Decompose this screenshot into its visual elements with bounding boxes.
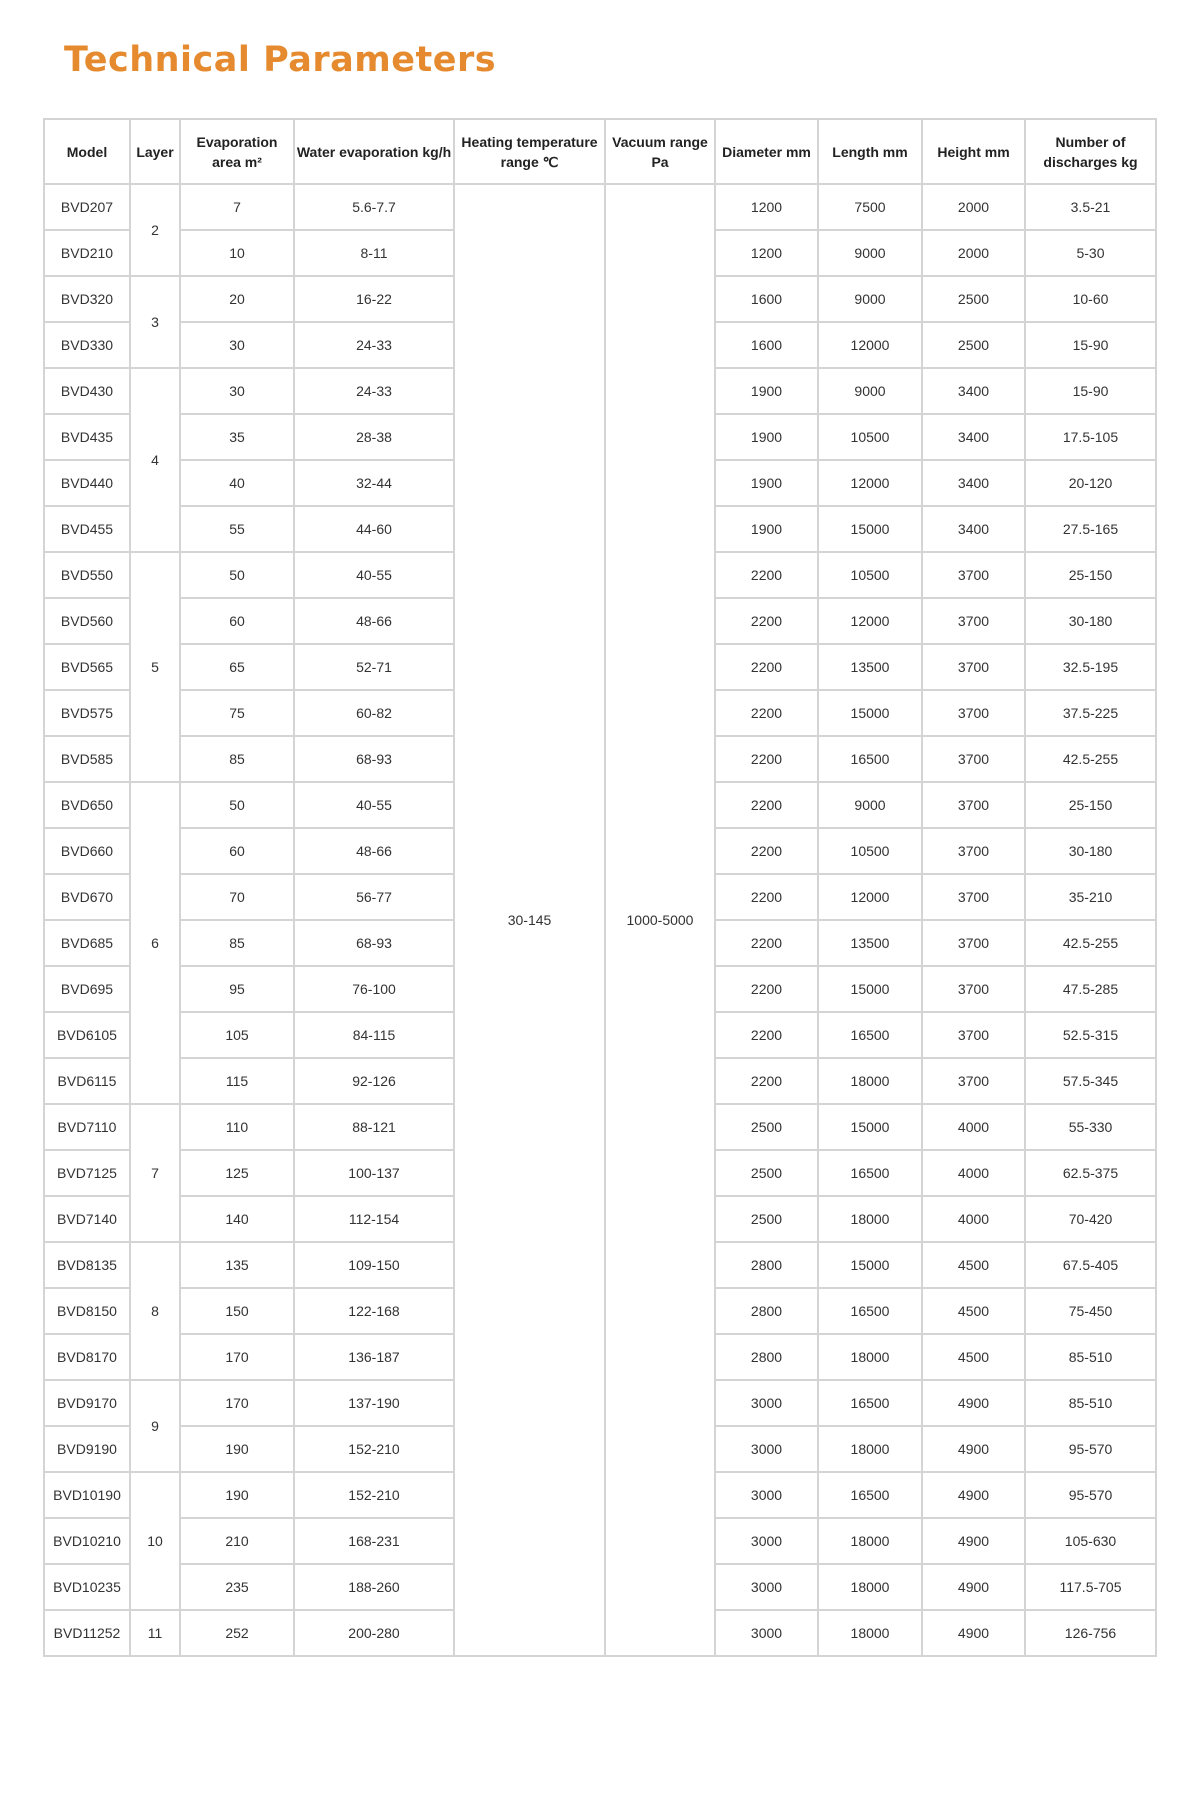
- model-cell: BVD11252: [44, 1610, 130, 1656]
- technical-parameters-table: [43, 118, 1157, 1657]
- model-cell: BVD9170: [44, 1380, 130, 1426]
- table-body: [44, 184, 1156, 1656]
- height-cell: 4900: [922, 1472, 1025, 1518]
- model-cell: BVD560: [44, 598, 130, 644]
- evaporation-area-cell: 60: [180, 828, 294, 874]
- column-header-vacuum-range: Vacuum range Pa: [605, 119, 715, 184]
- length-cell: 16500: [818, 1288, 922, 1334]
- height-cell: 3400: [922, 506, 1025, 552]
- diameter-cell: 3000: [715, 1426, 818, 1472]
- evaporation-area-cell: 50: [180, 782, 294, 828]
- length-cell: 15000: [818, 1242, 922, 1288]
- model-cell: BVD440: [44, 460, 130, 506]
- length-cell: 15000: [818, 1104, 922, 1150]
- length-cell: 10500: [818, 552, 922, 598]
- diameter-cell: 2500: [715, 1196, 818, 1242]
- evaporation-area-cell: 135: [180, 1242, 294, 1288]
- layer-cell: 6: [130, 782, 180, 1104]
- number-of-discharges-cell: 42.5-255: [1025, 920, 1156, 966]
- water-evaporation-cell: 5.6-7.7: [294, 184, 454, 230]
- page-title: Technical Parameters: [64, 40, 497, 80]
- water-evaporation-cell: 109-150: [294, 1242, 454, 1288]
- water-evaporation-cell: 48-66: [294, 598, 454, 644]
- number-of-discharges-cell: 27.5-165: [1025, 506, 1156, 552]
- length-cell: 16500: [818, 1012, 922, 1058]
- number-of-discharges-cell: 20-120: [1025, 460, 1156, 506]
- number-of-discharges-cell: 10-60: [1025, 276, 1156, 322]
- length-cell: 16500: [818, 1150, 922, 1196]
- height-cell: 3700: [922, 966, 1025, 1012]
- evaporation-area-cell: 252: [180, 1610, 294, 1656]
- evaporation-area-cell: 105: [180, 1012, 294, 1058]
- height-cell: 3700: [922, 552, 1025, 598]
- model-cell: BVD10210: [44, 1518, 130, 1564]
- evaporation-area-cell: 85: [180, 736, 294, 782]
- height-cell: 4000: [922, 1196, 1025, 1242]
- number-of-discharges-cell: 25-150: [1025, 552, 1156, 598]
- evaporation-area-cell: 150: [180, 1288, 294, 1334]
- table-row: [44, 184, 1156, 230]
- diameter-cell: 2200: [715, 966, 818, 1012]
- water-evaporation-cell: 152-210: [294, 1426, 454, 1472]
- number-of-discharges-cell: 126-756: [1025, 1610, 1156, 1656]
- number-of-discharges-cell: 85-510: [1025, 1380, 1156, 1426]
- number-of-discharges-cell: 5-30: [1025, 230, 1156, 276]
- length-cell: 16500: [818, 736, 922, 782]
- evaporation-area-cell: 170: [180, 1334, 294, 1380]
- water-evaporation-cell: 32-44: [294, 460, 454, 506]
- diameter-cell: 2200: [715, 828, 818, 874]
- water-evaporation-cell: 48-66: [294, 828, 454, 874]
- height-cell: 4500: [922, 1288, 1025, 1334]
- evaporation-area-cell: 210: [180, 1518, 294, 1564]
- height-cell: 4500: [922, 1242, 1025, 1288]
- layer-cell: 3: [130, 276, 180, 368]
- length-cell: 18000: [818, 1196, 922, 1242]
- layer-cell: 11: [130, 1610, 180, 1656]
- height-cell: 3700: [922, 920, 1025, 966]
- number-of-discharges-cell: 95-570: [1025, 1426, 1156, 1472]
- diameter-cell: 3000: [715, 1610, 818, 1656]
- model-cell: BVD330: [44, 322, 130, 368]
- length-cell: 18000: [818, 1058, 922, 1104]
- evaporation-area-cell: 190: [180, 1426, 294, 1472]
- evaporation-area-cell: 30: [180, 322, 294, 368]
- evaporation-area-cell: 65: [180, 644, 294, 690]
- layer-cell: 8: [130, 1242, 180, 1380]
- layer-cell: 4: [130, 368, 180, 552]
- number-of-discharges-cell: 25-150: [1025, 782, 1156, 828]
- water-evaporation-cell: 68-93: [294, 736, 454, 782]
- water-evaporation-cell: 40-55: [294, 782, 454, 828]
- water-evaporation-cell: 24-33: [294, 368, 454, 414]
- diameter-cell: 2200: [715, 1012, 818, 1058]
- length-cell: 10500: [818, 828, 922, 874]
- water-evaporation-cell: 68-93: [294, 920, 454, 966]
- evaporation-area-cell: 235: [180, 1564, 294, 1610]
- diameter-cell: 1600: [715, 322, 818, 368]
- number-of-discharges-cell: 57.5-345: [1025, 1058, 1156, 1104]
- evaporation-area-cell: 115: [180, 1058, 294, 1104]
- length-cell: 12000: [818, 598, 922, 644]
- vacuum-range-cell: 1000-5000: [605, 184, 715, 1656]
- number-of-discharges-cell: 105-630: [1025, 1518, 1156, 1564]
- layer-cell: 5: [130, 552, 180, 782]
- height-cell: 4900: [922, 1426, 1025, 1472]
- diameter-cell: 2800: [715, 1288, 818, 1334]
- diameter-cell: 2200: [715, 736, 818, 782]
- evaporation-area-cell: 190: [180, 1472, 294, 1518]
- number-of-discharges-cell: 70-420: [1025, 1196, 1156, 1242]
- length-cell: 10500: [818, 414, 922, 460]
- length-cell: 15000: [818, 690, 922, 736]
- evaporation-area-cell: 60: [180, 598, 294, 644]
- height-cell: 3700: [922, 644, 1025, 690]
- table-header: [44, 119, 1156, 184]
- number-of-discharges-cell: 117.5-705: [1025, 1564, 1156, 1610]
- water-evaporation-cell: 76-100: [294, 966, 454, 1012]
- evaporation-area-cell: 75: [180, 690, 294, 736]
- evaporation-area-cell: 140: [180, 1196, 294, 1242]
- evaporation-area-cell: 70: [180, 874, 294, 920]
- column-header-layer: Layer: [130, 119, 180, 184]
- number-of-discharges-cell: 37.5-225: [1025, 690, 1156, 736]
- water-evaporation-cell: 44-60: [294, 506, 454, 552]
- number-of-discharges-cell: 17.5-105: [1025, 414, 1156, 460]
- water-evaporation-cell: 100-137: [294, 1150, 454, 1196]
- evaporation-area-cell: 170: [180, 1380, 294, 1426]
- evaporation-area-cell: 95: [180, 966, 294, 1012]
- column-header-number-of-discharges: Number of discharges kg: [1025, 119, 1156, 184]
- layer-cell: 9: [130, 1380, 180, 1472]
- number-of-discharges-cell: 30-180: [1025, 828, 1156, 874]
- height-cell: 2000: [922, 184, 1025, 230]
- evaporation-area-cell: 10: [180, 230, 294, 276]
- diameter-cell: 2200: [715, 644, 818, 690]
- length-cell: 16500: [818, 1472, 922, 1518]
- height-cell: 2500: [922, 322, 1025, 368]
- length-cell: 9000: [818, 368, 922, 414]
- model-cell: BVD455: [44, 506, 130, 552]
- height-cell: 4000: [922, 1150, 1025, 1196]
- diameter-cell: 2800: [715, 1334, 818, 1380]
- model-cell: BVD8150: [44, 1288, 130, 1334]
- water-evaporation-cell: 152-210: [294, 1472, 454, 1518]
- diameter-cell: 1200: [715, 184, 818, 230]
- height-cell: 4900: [922, 1380, 1025, 1426]
- number-of-discharges-cell: 3.5-21: [1025, 184, 1156, 230]
- water-evaporation-cell: 40-55: [294, 552, 454, 598]
- height-cell: 3400: [922, 414, 1025, 460]
- diameter-cell: 2200: [715, 552, 818, 598]
- diameter-cell: 1200: [715, 230, 818, 276]
- column-header-evaporation-area: Evaporation area m²: [180, 119, 294, 184]
- height-cell: 3700: [922, 1058, 1025, 1104]
- number-of-discharges-cell: 55-330: [1025, 1104, 1156, 1150]
- number-of-discharges-cell: 67.5-405: [1025, 1242, 1156, 1288]
- diameter-cell: 2200: [715, 782, 818, 828]
- diameter-cell: 2500: [715, 1104, 818, 1150]
- layer-cell: 10: [130, 1472, 180, 1610]
- diameter-cell: 2200: [715, 1058, 818, 1104]
- water-evaporation-cell: 8-11: [294, 230, 454, 276]
- length-cell: 18000: [818, 1610, 922, 1656]
- height-cell: 3700: [922, 736, 1025, 782]
- diameter-cell: 3000: [715, 1472, 818, 1518]
- number-of-discharges-cell: 75-450: [1025, 1288, 1156, 1334]
- water-evaporation-cell: 168-231: [294, 1518, 454, 1564]
- model-cell: BVD10235: [44, 1564, 130, 1610]
- evaporation-area-cell: 85: [180, 920, 294, 966]
- model-cell: BVD8170: [44, 1334, 130, 1380]
- number-of-discharges-cell: 47.5-285: [1025, 966, 1156, 1012]
- model-cell: BVD7140: [44, 1196, 130, 1242]
- height-cell: 3700: [922, 690, 1025, 736]
- length-cell: 13500: [818, 644, 922, 690]
- length-cell: 18000: [818, 1564, 922, 1610]
- length-cell: 15000: [818, 506, 922, 552]
- water-evaporation-cell: 60-82: [294, 690, 454, 736]
- height-cell: 4900: [922, 1518, 1025, 1564]
- diameter-cell: 2200: [715, 690, 818, 736]
- height-cell: 3400: [922, 460, 1025, 506]
- model-cell: BVD685: [44, 920, 130, 966]
- diameter-cell: 3000: [715, 1564, 818, 1610]
- heating-temperature-range-cell: 30-145: [454, 184, 605, 1656]
- length-cell: 9000: [818, 276, 922, 322]
- model-cell: BVD430: [44, 368, 130, 414]
- water-evaporation-cell: 92-126: [294, 1058, 454, 1104]
- evaporation-area-cell: 50: [180, 552, 294, 598]
- diameter-cell: 1900: [715, 368, 818, 414]
- height-cell: 4900: [922, 1610, 1025, 1656]
- length-cell: 12000: [818, 874, 922, 920]
- model-cell: BVD10190: [44, 1472, 130, 1518]
- height-cell: 2000: [922, 230, 1025, 276]
- technical-parameters-table-wrapper: [43, 118, 1155, 1657]
- water-evaporation-cell: 52-71: [294, 644, 454, 690]
- length-cell: 9000: [818, 782, 922, 828]
- model-cell: BVD320: [44, 276, 130, 322]
- model-cell: BVD210: [44, 230, 130, 276]
- height-cell: 4000: [922, 1104, 1025, 1150]
- model-cell: BVD6115: [44, 1058, 130, 1104]
- column-header-model: Model: [44, 119, 130, 184]
- evaporation-area-cell: 125: [180, 1150, 294, 1196]
- evaporation-area-cell: 110: [180, 1104, 294, 1150]
- water-evaporation-cell: 137-190: [294, 1380, 454, 1426]
- diameter-cell: 1900: [715, 506, 818, 552]
- water-evaporation-cell: 188-260: [294, 1564, 454, 1610]
- diameter-cell: 3000: [715, 1380, 818, 1426]
- water-evaporation-cell: 112-154: [294, 1196, 454, 1242]
- diameter-cell: 3000: [715, 1518, 818, 1564]
- number-of-discharges-cell: 62.5-375: [1025, 1150, 1156, 1196]
- model-cell: BVD435: [44, 414, 130, 460]
- model-cell: BVD695: [44, 966, 130, 1012]
- length-cell: 12000: [818, 322, 922, 368]
- diameter-cell: 2200: [715, 598, 818, 644]
- evaporation-area-cell: 35: [180, 414, 294, 460]
- diameter-cell: 1900: [715, 414, 818, 460]
- column-header-height: Height mm: [922, 119, 1025, 184]
- length-cell: 18000: [818, 1334, 922, 1380]
- height-cell: 4500: [922, 1334, 1025, 1380]
- length-cell: 7500: [818, 184, 922, 230]
- water-evaporation-cell: 84-115: [294, 1012, 454, 1058]
- column-header-diameter: Diameter mm: [715, 119, 818, 184]
- header-row: [44, 119, 1156, 184]
- column-header-heating-temperature-range: Heating temperature range ℃: [454, 119, 605, 184]
- number-of-discharges-cell: 35-210: [1025, 874, 1156, 920]
- water-evaporation-cell: 200-280: [294, 1610, 454, 1656]
- length-cell: 13500: [818, 920, 922, 966]
- model-cell: BVD585: [44, 736, 130, 782]
- length-cell: 18000: [818, 1426, 922, 1472]
- water-evaporation-cell: 28-38: [294, 414, 454, 460]
- model-cell: BVD207: [44, 184, 130, 230]
- model-cell: BVD670: [44, 874, 130, 920]
- diameter-cell: 2200: [715, 874, 818, 920]
- model-cell: BVD7125: [44, 1150, 130, 1196]
- number-of-discharges-cell: 15-90: [1025, 368, 1156, 414]
- number-of-discharges-cell: 15-90: [1025, 322, 1156, 368]
- evaporation-area-cell: 20: [180, 276, 294, 322]
- water-evaporation-cell: 136-187: [294, 1334, 454, 1380]
- height-cell: 2500: [922, 276, 1025, 322]
- model-cell: BVD8135: [44, 1242, 130, 1288]
- water-evaporation-cell: 24-33: [294, 322, 454, 368]
- column-header-length: Length mm: [818, 119, 922, 184]
- model-cell: BVD7110: [44, 1104, 130, 1150]
- water-evaporation-cell: 122-168: [294, 1288, 454, 1334]
- diameter-cell: 2500: [715, 1150, 818, 1196]
- model-cell: BVD9190: [44, 1426, 130, 1472]
- column-header-water-evaporation: Water evaporation kg/h: [294, 119, 454, 184]
- evaporation-area-cell: 7: [180, 184, 294, 230]
- model-cell: BVD6105: [44, 1012, 130, 1058]
- number-of-discharges-cell: 95-570: [1025, 1472, 1156, 1518]
- layer-cell: 7: [130, 1104, 180, 1242]
- height-cell: 3400: [922, 368, 1025, 414]
- height-cell: 3700: [922, 782, 1025, 828]
- number-of-discharges-cell: 42.5-255: [1025, 736, 1156, 782]
- number-of-discharges-cell: 52.5-315: [1025, 1012, 1156, 1058]
- model-cell: BVD650: [44, 782, 130, 828]
- diameter-cell: 2200: [715, 920, 818, 966]
- evaporation-area-cell: 40: [180, 460, 294, 506]
- model-cell: BVD565: [44, 644, 130, 690]
- length-cell: 15000: [818, 966, 922, 1012]
- model-cell: BVD550: [44, 552, 130, 598]
- height-cell: 3700: [922, 1012, 1025, 1058]
- length-cell: 18000: [818, 1518, 922, 1564]
- layer-cell: 2: [130, 184, 180, 276]
- diameter-cell: 1600: [715, 276, 818, 322]
- evaporation-area-cell: 55: [180, 506, 294, 552]
- length-cell: 12000: [818, 460, 922, 506]
- height-cell: 3700: [922, 828, 1025, 874]
- length-cell: 9000: [818, 230, 922, 276]
- height-cell: 4900: [922, 1564, 1025, 1610]
- diameter-cell: 1900: [715, 460, 818, 506]
- height-cell: 3700: [922, 598, 1025, 644]
- model-cell: BVD660: [44, 828, 130, 874]
- water-evaporation-cell: 16-22: [294, 276, 454, 322]
- height-cell: 3700: [922, 874, 1025, 920]
- number-of-discharges-cell: 85-510: [1025, 1334, 1156, 1380]
- water-evaporation-cell: 88-121: [294, 1104, 454, 1150]
- length-cell: 16500: [818, 1380, 922, 1426]
- evaporation-area-cell: 30: [180, 368, 294, 414]
- diameter-cell: 2800: [715, 1242, 818, 1288]
- number-of-discharges-cell: 32.5-195: [1025, 644, 1156, 690]
- number-of-discharges-cell: 30-180: [1025, 598, 1156, 644]
- water-evaporation-cell: 56-77: [294, 874, 454, 920]
- model-cell: BVD575: [44, 690, 130, 736]
